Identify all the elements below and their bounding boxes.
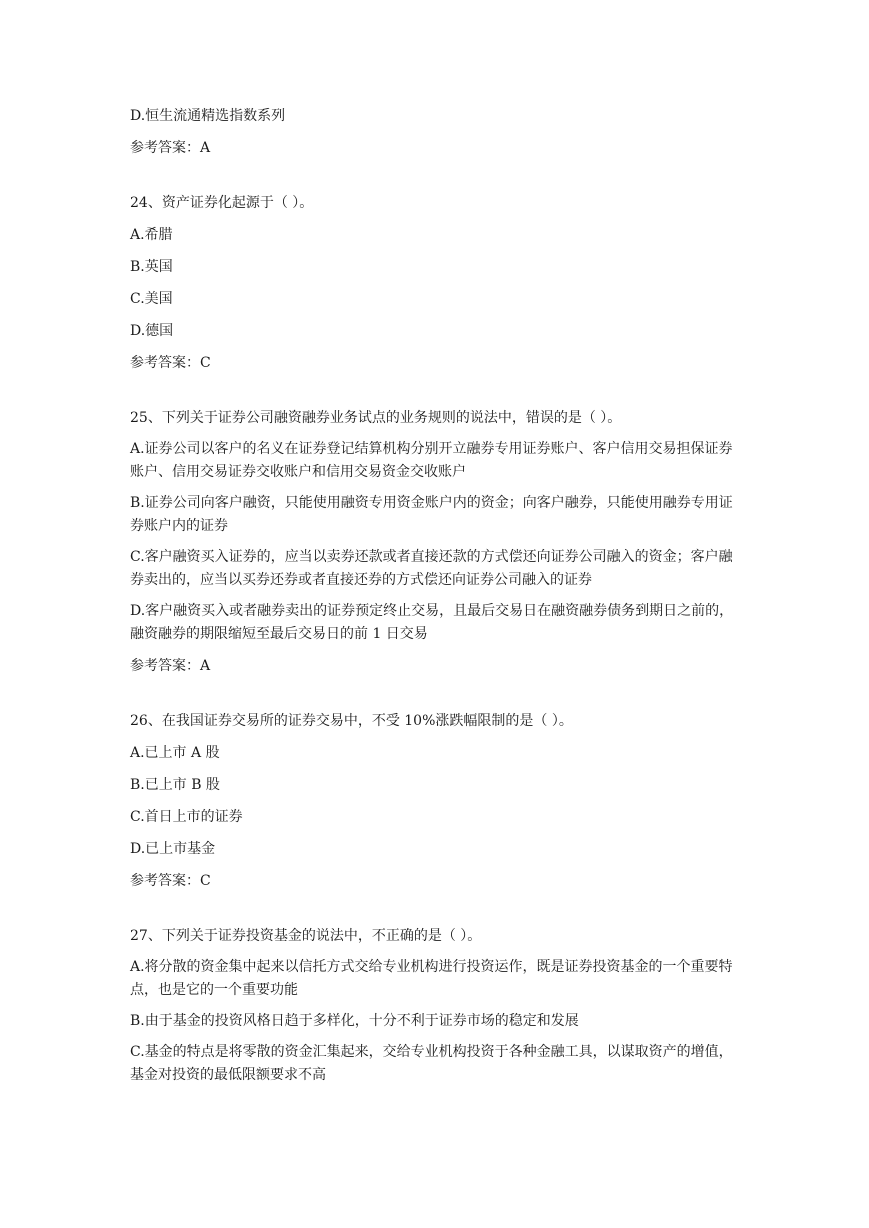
- q24-option-d: D.德国: [130, 323, 174, 339]
- q25-option-b: B.证券公司向客户融资，只能使用融资专用资金账户内的资金；向客户融券，只能使用融券专用证券账户内的证券: [130, 495, 733, 534]
- q25-option-a: A.证券公司以客户的名义在证券登记结算机构分别开立融券专用证券账户、客户信用交易担保证券账户、信用交易证券交收账户和信用交易资金交收账户: [130, 441, 733, 480]
- q25-answer: 参考答案：A: [130, 658, 211, 674]
- q24-stem: 24、资产证券化起源于（ ）。: [130, 195, 314, 211]
- q26-option-b: B.已上市 B 股: [130, 777, 220, 793]
- q26-option-a: A.已上市 A 股: [130, 745, 220, 761]
- q27-option-a: A.将分散的资金集中起来以信托方式交给专业机构进行投资运作，既是证券投资基金的一个重要特点，也是它的一个重要功能: [130, 959, 733, 998]
- q25-option-c: C.客户融资买入证券的，应当以卖券还款或者直接还款的方式偿还向证券公司融入的资金；客户融券卖出的，应当以买券还券或者直接还券的方式偿还向证券公司融入的证券: [130, 549, 733, 588]
- q26-stem: 26、在我国证券交易所的证券交易中，不受 10%涨跌幅限制的是（ ）。: [130, 713, 573, 729]
- q25-option-d: D.客户融资买入或者融券卖出的证券预定终止交易，且最后交易日在融资融券债务到期日之前的，融资融券的期限缩短至最后交易日的前 1 日交易: [130, 603, 734, 642]
- q27-option-c: C.基金的特点是将零散的资金汇集起来，交给专业机构投资于各种金融工具，以谋取资产的增值，基金对投资的最低限额要求不高: [130, 1044, 733, 1083]
- q23-answer: 参考答案：A: [130, 140, 211, 156]
- q24-option-c: C.美国: [130, 291, 173, 307]
- q24-answer: 参考答案：C: [130, 355, 211, 371]
- q26-answer: 参考答案：C: [130, 873, 211, 889]
- q26-option-d: D.已上市基金: [130, 841, 216, 857]
- q25-stem: 25、下列关于证券公司融资融券业务试点的业务规则的说法中，错误的是（ ）。: [130, 410, 622, 426]
- q24-option-a: A.希腊: [130, 227, 173, 243]
- q26-option-c: C.首日上市的证券: [130, 809, 243, 825]
- q24-option-b: B.英国: [130, 259, 173, 275]
- q27-option-b: B.由于基金的投资风格日趋于多样化，十分不利于证券市场的稳定和发展: [130, 1013, 579, 1029]
- q23-option-d: D.恒生流通精选指数系列: [130, 108, 286, 124]
- q27-stem: 27、下列关于证券投资基金的说法中，不正确的是（ ）。: [130, 928, 482, 944]
- document-page: [130, 104, 742, 1087]
